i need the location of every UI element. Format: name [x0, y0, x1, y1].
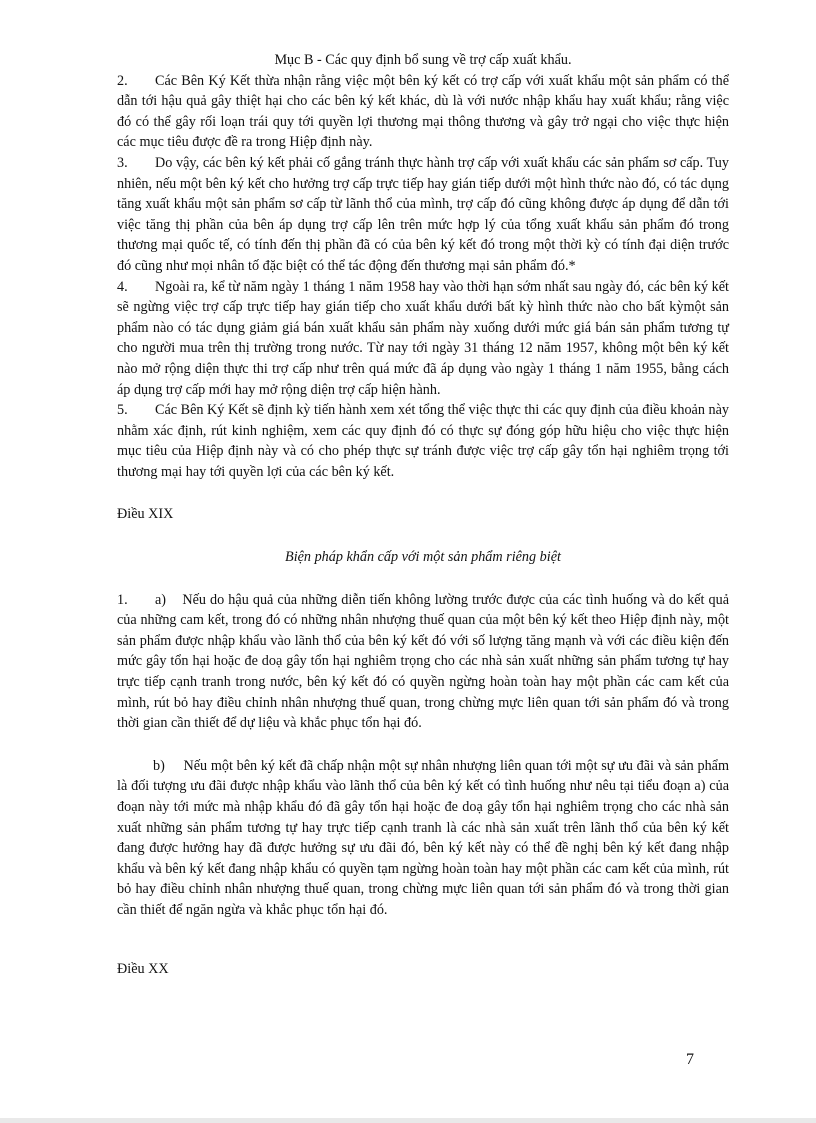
page-bottom-edge	[0, 1118, 816, 1123]
article-19-heading: Điều XIX	[117, 506, 174, 523]
item-number: 1.	[117, 591, 128, 608]
spacer	[117, 525, 729, 547]
item-1a	[117, 590, 729, 734]
paragraph-number: 2.	[117, 72, 128, 89]
paragraph-text: Ngoài ra, kể từ năm ngày 1 tháng 1 năm 1958 hay vào thời hạn sớm nhất sau ngày đó, các bên ký kết sẽ ngừng việc trợ cấp trực tiếp hay gián tiếp cho xuất khẩu dưới bất kỳ hình thức nào cho bất kỳmột sản phẩm nào có tác dụng giảm giá bán xuất khẩu sản phẩm này xuống dưới mức giá bán sản phẩm tương tự cho người mua trên thị trường trong nước. Từ nay tới ngày 31 tháng 12 năm 1957, không một bên ký kết nào mở rộng diện thực thi trợ cấp như trên quá mức đã áp dụng vào ngày 1 tháng 1 năm 1955, bằng cách áp dụng trợ cấp mới hay mở rộng diện trợ cấp hiện hành.	[117, 278, 729, 398]
subitem-label: b)	[153, 757, 165, 774]
section-title: Mục B - Các quy định bổ sung về trợ cấp xuất khẩu.	[274, 52, 572, 68]
spacer	[117, 482, 729, 504]
paragraph-text: Các Bên Ký Kết sẽ định kỳ tiến hành xem xét tổng thể việc thực thi các quy định của điều khoản này nhằm xác định, rút kinh nghiệm, xem các quy định đó có thực sự đóng góp hữu hiệu cho việc thực hiện mục tiêu của Hiệp định này và có cho phép thực sự tránh được việc trợ cấp gây tổn hại nghiêm trọng tới thương mại hay tới quyền lợi của các bên ký kết.	[117, 402, 729, 480]
item-1b	[117, 756, 729, 921]
paragraph-text: Các Bên Ký Kết thừa nhận rằng việc một bên ký kết có trợ cấp với xuất khẩu một sản phẩm có thể dẫn tới hậu quả gây thiệt hại cho các bên ký kết khác, dù là với nước nhập khẩu hay xuất khẩu; rằng việc đó có thể gây rối loạn trái quy tới quyền lợi thương mại thông thương và gây trở ngại cho việc thực hiện các mục tiêu được đề ra trong Hiệp định này.	[117, 72, 729, 151]
article-19-title: Biện pháp khẩn cấp với một sản phẩm riêng biệt	[285, 549, 561, 566]
spacer	[117, 568, 729, 590]
page-body	[117, 50, 729, 979]
page-number: 7	[686, 1051, 694, 1068]
paragraph-number: 4.	[117, 278, 128, 295]
paragraph-text: Do vậy, các bên ký kết phải cố gắng tránh thực hành trợ cấp với xuất khẩu các sản phẩm sơ cấp. Tuy nhiên, nếu một bên ký kết cho hưởng trợ cấp trực tiếp hay gián tiếp dưới một hình thức nào đó, có tác dụng tăng xuất khẩu một sản phẩm sơ cấp từ lãnh thổ của mình, trợ cấp đó cũng không được áp dụng để dẫn tới việc tăng thị phần của bên áp dụng trợ cấp lên trên mức hợp lý của tổng xuất khẩu sản phẩm đó trong thương mại quốc tế, có tính đến thị phần đã có của bên ký kết đó trong một thời kỳ có tính đại diện trước đó cũng như mọi nhân tố đặc biệt có thể tác động đến thương mại sản phẩm đó.*	[117, 154, 729, 274]
subitem-label: a)	[155, 591, 167, 608]
paragraph-number: 5.	[117, 402, 128, 419]
paragraph-4	[117, 277, 729, 401]
paragraph-5	[117, 400, 729, 482]
paragraph-3	[117, 153, 729, 277]
item-text: Nếu một bên ký kết đã chấp nhận một sự nhân nhượng liên quan tới một sự ưu đãi và sản phẩm là đối tượng ưu đãi được nhập khẩu vào lãnh thổ của bên ký kết có tình huống như nêu tại tiểu đoạn a) của đoạn này tới mức mà nhập khẩu đó đã gây tổn hại hoặc đe doạ gây tổn hại nghiêm trọng cho các nhà sản xuất những sản phẩm tương tự hay trực tiếp cạnh tranh là các nhà sản xuất trên lãnh thổ của bên ký kết đang được hưởng hay đã được hưởng sự ưu đãi đó, bên ký kết này có thể đề nghị bên ký kết đang nhập khẩu và bên ký kết đang nhập khẩu có quyền tạm ngừng hoàn toàn hay một phần các cam kết của mình, rút bỏ hay điều chỉnh nhân nhượng thuế quan, trong chừng mực liên quan tới sản phẩm đó và trong thời gian cần thiết để ngăn ngừa và khắc phục tổn hại đó.	[117, 757, 729, 918]
article-20-heading: Điều XX	[117, 960, 169, 977]
spacer	[117, 921, 729, 959]
paragraph-number: 3.	[117, 154, 128, 171]
spacer	[117, 734, 729, 756]
item-text: Nếu do hậu quả của những diễn tiến không lường trước được của các tình huống và do kết quả của những cam kết, trong đó có những nhân nhượng thuế quan của một bên ký kết theo Hiệp định này, một sản phẩm được nhập khẩu vào lãnh thổ của bên ký kết đó với số lượng tăng mạnh và với các điều kiện đến mức gây tổn hại hoặc đe doạ gây tổn hại nghiêm trọng cho các nhà sản xuất những sản phẩm tương tự hay trực tiếp cạnh tranh trong nước, bên ký kết đó có quyền ngừng hoàn toàn hay một phần các cam kết của mình, rút bỏ hay điều chỉnh nhân nhượng thuế quan, trong chừng mực liên quan tới sản phẩm đó và trong thời gian cần thiết để dự liệu và khắc phục tổn hại đó.	[117, 591, 729, 732]
paragraph-2	[117, 71, 729, 153]
